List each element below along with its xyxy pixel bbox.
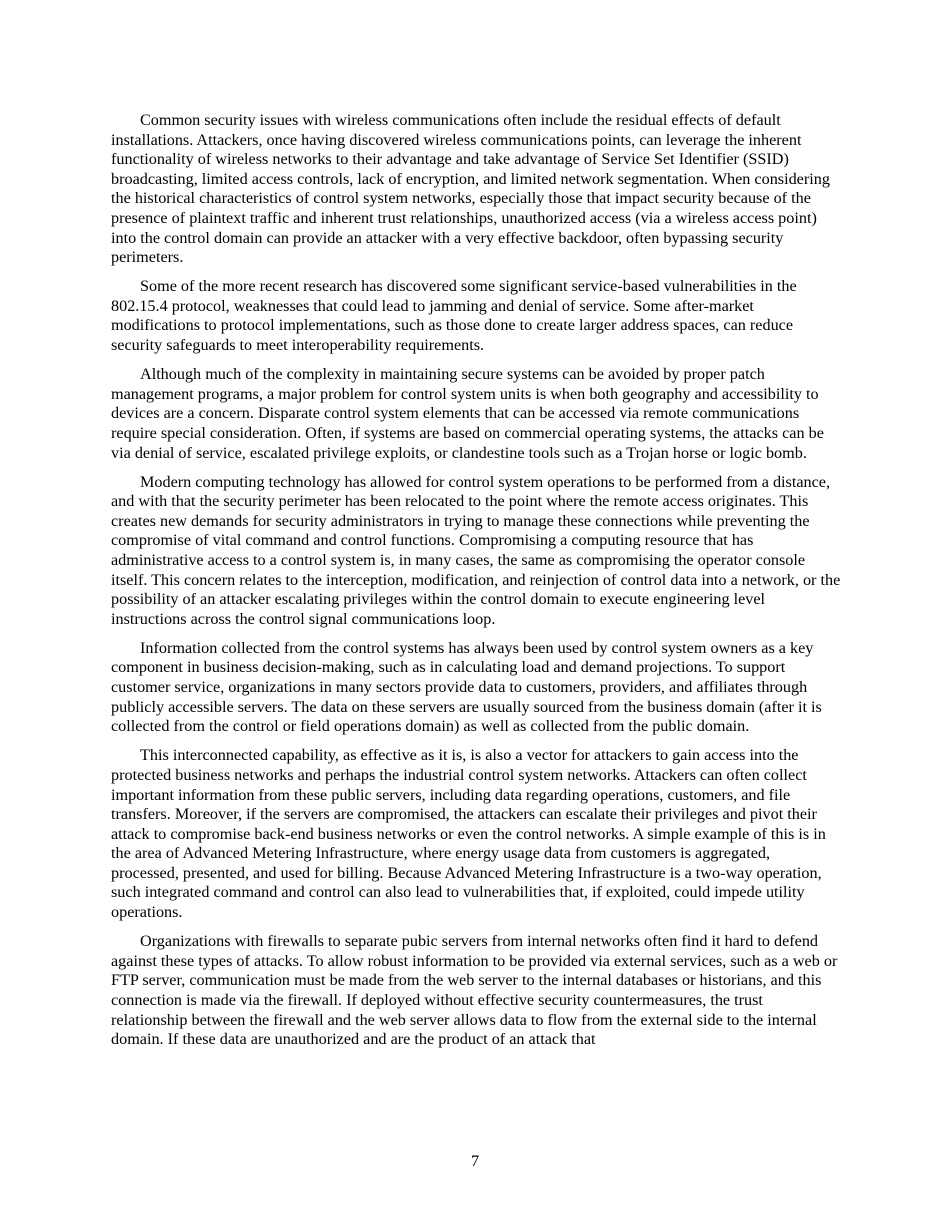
paragraph-wireless-security: Common security issues with wireless communications often include the residual effects of default installations. Attackers, once having discovered wireless communications points, can leverage the inherent functionality of wireless networks to their advantage and take advantage of Service Set Identifier (SSID) broadcasting, limited access controls, lack of encryption, and limited network segmentation. When considering the historical characteristics of control system networks, especially those that impact security because of the presence of plaintext traffic and inherent trust relationships, unauthorized access (via a wireless access point) into the control domain can provide an attacker with a very effective backdoor, often bypassing security perimeters. — [111, 111, 830, 267]
paragraph-patch-management: Although much of the complexity in maintaining secure systems can be avoided by proper patch management programs, a major problem for control system units is when both geography and accessibility to devices are a concern. Disparate control system elements that can be accessed via remote communications require special consideration. Often, if systems are based on commercial operating systems, the attacks can be via denial of service, escalated privilege exploits, or clandestine tools such as a Trojan horse or logic bomb. — [111, 365, 824, 462]
paragraph-remote-access: Modern computing technology has allowed for control system operations to be performed from a distance, and with that the security perimeter has been relocated to the point where the remote access originates. This creates new demands for security administrators in trying to manage these connections while preventing the compromise of vital command and control functions. Compromising a computing resource that has administrative access to a control system is, in many cases, the same as compromising the operator console itself. This concern relates to the interception, modification, and reinjection of control data into a network, or the possibility of an attacker escalating privileges within the control domain to execute engineering level instructions across the control signal communications loop. — [111, 472, 841, 628]
paragraph-business-data: Information collected from the control systems has always been used by control system owners as a key component in business decision-making, such as in calculating load and demand projections. To support customer service, organizations in many sectors provide data to customers, providers, and affiliates through publicly accessible servers. The data on these servers are usually sourced from the business domain (after it is collected from the control or field operations domain) as well as collected from the public domain. — [111, 638, 822, 736]
page-number: 7 — [470, 1152, 480, 1170]
paragraph-interconnected-capability: This interconnected capability, as effective as it is, is also a vector for attackers to gain access into the protected business networks and perhaps the industrial control system networks. Attackers can often collect important information from these public servers, including data regarding operations, customers, and file transfers. Moreover, if the servers are compromised, the attackers can escalate their privileges and pivot their attack to compromise back-end business networks or even the control networks. A simple example of this is in the area of Advanced Metering Infrastructure, where energy usage data from customers is aggregated, processed, presented, and used for billing. Because Advanced Metering Infrastructure is a two-way operation, such integrated command and control can also lead to vulnerabilities that, if exploited, could impede utility operations. — [111, 746, 826, 922]
paragraph-firewalls: Organizations with firewalls to separate pubic servers from internal networks often find it hard to defend against these types of attacks. To allow robust information to be provided via external services, such as a web or FTP server, communication must be made from the web server to the internal databases or historians, and this connection is made via the firewall. If deployed without effective security countermeasures, the trust relationship between the firewall and the web server allows data to flow from the external side to the internal domain. If these data are unauthorized and are the product of an attack that — [111, 932, 838, 1049]
document-body — [111, 111, 841, 1059]
paragraph-802-15-4: Some of the more recent research has discovered some significant service-based vulnerabilities in the 802.15.4 protocol, weaknesses that could lead to jamming and denial of service. Some after-market modifications to protocol implementations, such as those done to create larger address spaces, can reduce security safeguards to meet interoperability requirements. — [111, 277, 797, 355]
